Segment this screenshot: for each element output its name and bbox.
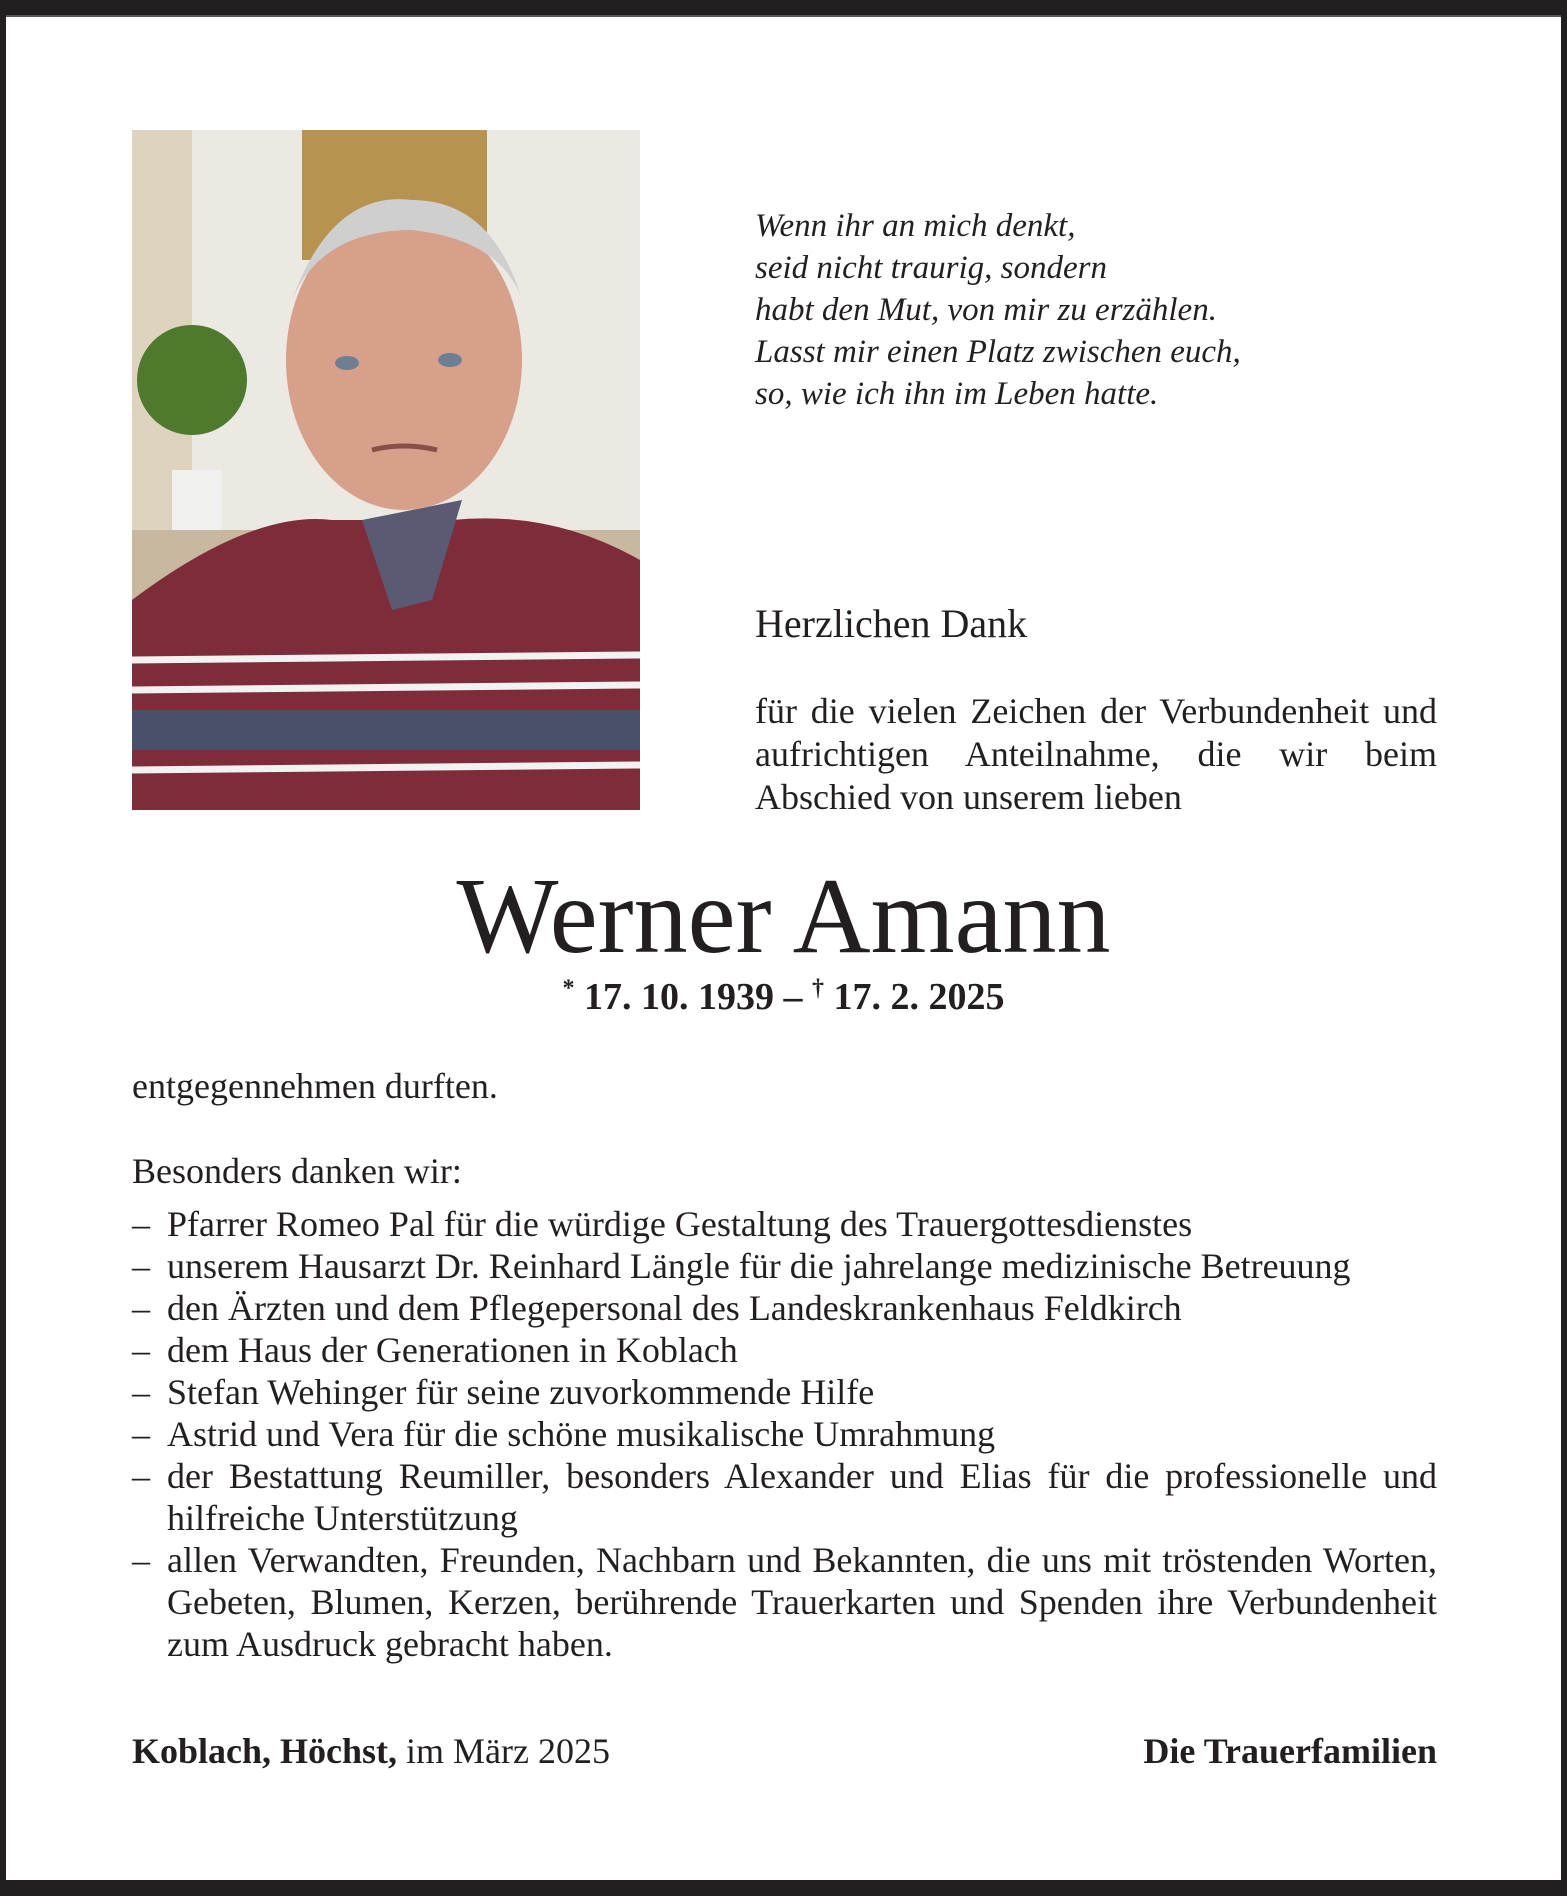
list-item: – Stefan Wehinger für seine zuvorkommende Hilfe	[132, 1371, 1437, 1413]
quote-line: seid nicht traurig, sondern	[755, 250, 1107, 286]
signature: Die Trauerfamilien	[1143, 1731, 1437, 1771]
birth-symbol: *	[562, 975, 575, 1002]
special-thanks-heading: Besonders danken wir:	[132, 1151, 462, 1191]
death-symbol: †	[812, 975, 824, 1002]
death-date: 17. 2. 2025	[833, 976, 1005, 1018]
list-item: – unserem Hausarzt Dr. Reinhard Längle für die jahrelange medizinische Betreuung	[132, 1245, 1437, 1287]
thanks-list	[132, 1203, 1437, 1665]
quote-line: Lasst mir einen Platz zwischen euch,	[755, 334, 1241, 370]
list-item: – Pfarrer Romeo Pal für die würdige Gestaltung des Trauergottesdienstes	[132, 1203, 1437, 1245]
list-item: – dem Haus der Generationen in Koblach	[132, 1329, 1437, 1371]
continuation-text: entgegennehmen durften.	[132, 1066, 498, 1106]
date: im März 2025	[397, 1731, 610, 1771]
list-item: – Astrid und Vera für die schöne musikalische Umrahmung	[132, 1413, 1437, 1455]
deceased-name: Werner Amann	[456, 857, 1111, 976]
memorial-quote	[755, 205, 1241, 415]
place-date	[132, 1730, 610, 1772]
footer	[132, 1730, 1437, 1772]
date-separator: –	[774, 976, 812, 1018]
quote-line: so, wie ich ihn im Leben hatte.	[755, 376, 1159, 412]
place: Koblach, Höchst,	[132, 1731, 398, 1771]
list-item: – der Bestattung Reumiller, besonders Alexander und Elias für die professionelle und hilfreiche Unterstützung	[132, 1455, 1437, 1539]
thanks-intro: für die vielen Zeichen der Verbundenheit und aufrichtigen Anteilnahme, die wir beim Abschied von unserem lieben	[755, 691, 1437, 817]
quote-line: Wenn ihr an mich denkt,	[755, 208, 1076, 244]
thanks-heading: Herzlichen Dank	[755, 601, 1028, 646]
list-item: – den Ärzten und dem Pflegepersonal des Landeskrankenhaus Feldkirch	[132, 1287, 1437, 1329]
list-item: – allen Verwandten, Freunden, Nachbarn und Bekannten, die uns mit tröstenden Worten, Gebeten, Blumen, Kerzen, berührende Trauerkarten und Spenden ihre Verbundenheit zum Ausdruck gebracht haben.	[132, 1539, 1437, 1665]
life-dates	[0, 975, 1567, 1019]
birth-date: 17. 10. 1939	[584, 976, 774, 1018]
portrait-photo	[132, 130, 640, 810]
quote-line: habt den Mut, von mir zu erzählen.	[755, 292, 1217, 328]
